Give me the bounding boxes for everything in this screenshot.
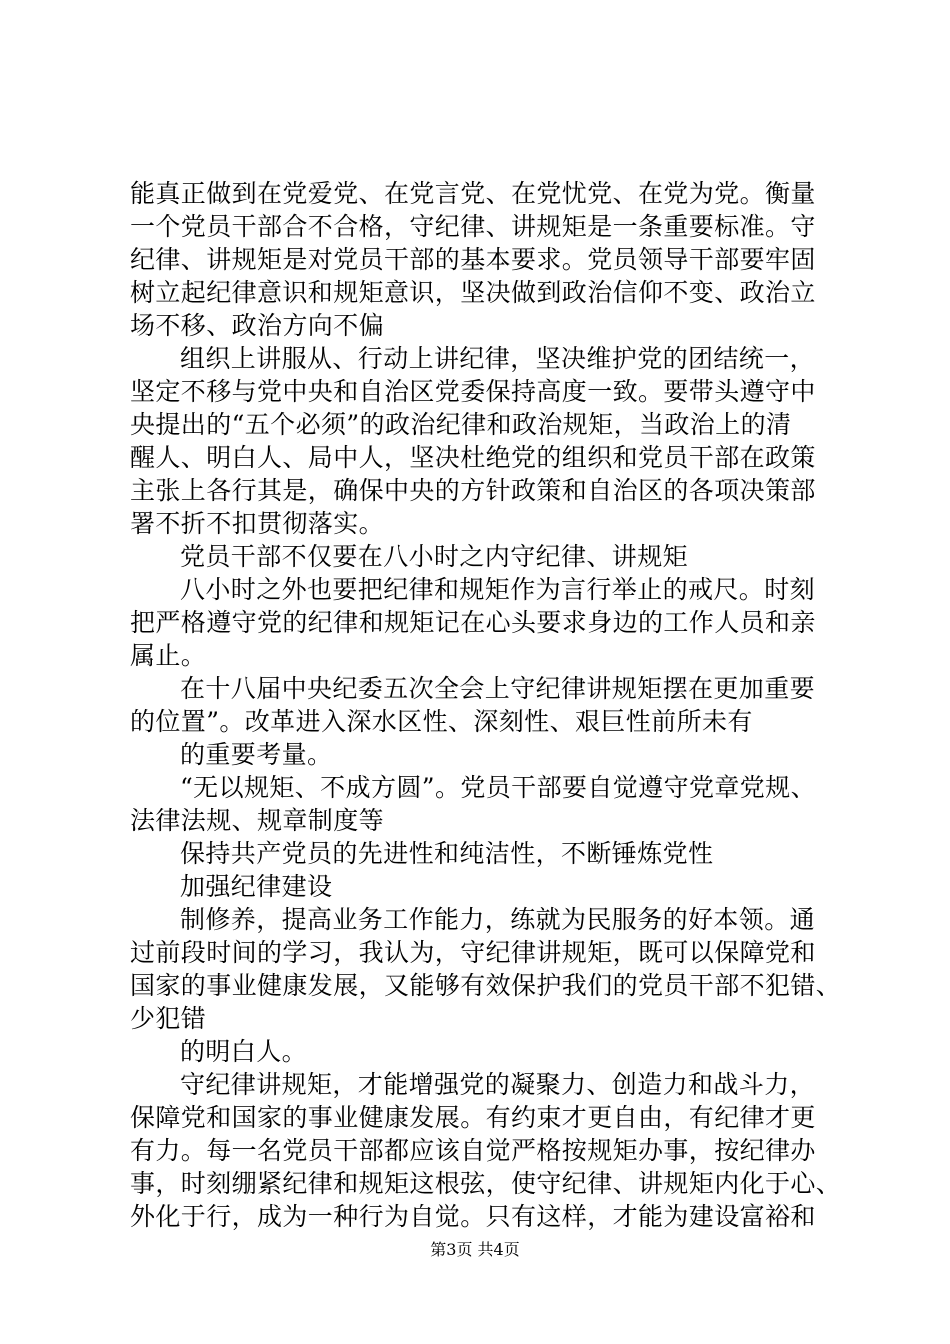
text-line: 少犯错: [130, 1004, 207, 1033]
text-line: 有力。每一名党员干部都应该自觉严格按规矩办事，按纪律办: [130, 1136, 816, 1165]
text-line: 加强纪律建设: [180, 872, 333, 901]
text-line: 一个党员干部合不合格，守纪律、讲规矩是一条重要标准。守: [130, 212, 816, 241]
text-line: 的位置”。改革进入深水区性、深刻性、艰巨性前所未有: [130, 707, 753, 736]
text-line: 的重要考量。: [180, 740, 333, 769]
text-line: 属止。: [130, 641, 207, 670]
text-line: 在十八届中央纪委五次全会上守纪律讲规矩摆在更加重要: [180, 674, 816, 703]
text-line: “无以规矩、不成方圆”。党员干部要自觉遵守党章党规、: [180, 773, 816, 802]
text-line: 坚定不移与党中央和自治区党委保持高度一致。要带头遵守中: [130, 377, 816, 406]
text-line: 主张上各行其是，确保中央的方针政策和自治区的各项决策部: [130, 476, 816, 505]
text-line: 事，时刻绷紧纪律和规矩这根弦，使守纪律、讲规矩内化于心、: [130, 1169, 842, 1198]
text-line: 树立起纪律意识和规矩意识，坚决做到政治信仰不变、政治立: [130, 278, 816, 307]
text-line: 保障党和国家的事业健康发展。有约束才更自由，有纪律才更: [130, 1103, 816, 1132]
text-line: 法律法规、规章制度等: [130, 806, 385, 835]
text-line: 组织上讲服从、行动上讲纪律，坚决维护党的团结统一，: [180, 344, 816, 373]
text-line: 把严格遵守党的纪律和规矩记在心头要求身边的工作人员和亲: [130, 608, 816, 637]
text-line: 过前段时间的学习，我认为，守纪律讲规矩，既可以保障党和: [130, 938, 816, 967]
text-line: 外化于行，成为一种行为自觉。只有这样，才能为建设富裕和: [130, 1202, 816, 1231]
text-line: 醒人、明白人、局中人，坚决杜绝党的组织和党员干部在政策: [130, 443, 816, 472]
text-line: 纪律、讲规矩是对党员干部的基本要求。党员领导干部要牢固: [130, 245, 816, 274]
text-line: 央提出的“五个必须”的政治纪律和政治规矩，当政治上的清: [130, 410, 792, 439]
text-line: 保持共产党员的先进性和纯洁性，不断锤炼党性: [180, 839, 714, 868]
text-line: 八小时之外也要把纪律和规矩作为言行举止的戒尺。时刻: [180, 575, 816, 604]
document-body: [130, 177, 842, 1233]
text-line: 制修养，提高业务工作能力，练就为民服务的好本领。通: [180, 905, 816, 934]
text-line: 署不折不扣贯彻落实。: [130, 509, 385, 538]
page-footer: 第3页 共4页: [430, 1240, 520, 1259]
text-line: 守纪律讲规矩，才能增强党的凝聚力、创造力和战斗力，: [180, 1070, 816, 1099]
text-line: 的明白人。: [180, 1037, 308, 1066]
text-line: 能真正做到在党爱党、在党言党、在党忧党、在党为党。衡量: [130, 179, 816, 208]
text-line: 场不移、政治方向不偏: [130, 311, 385, 340]
text-line: 党员干部不仅要在八小时之内守纪律、讲规矩: [180, 542, 689, 571]
text-line: 国家的事业健康发展，又能够有效保护我们的党员干部不犯错、: [130, 971, 842, 1000]
